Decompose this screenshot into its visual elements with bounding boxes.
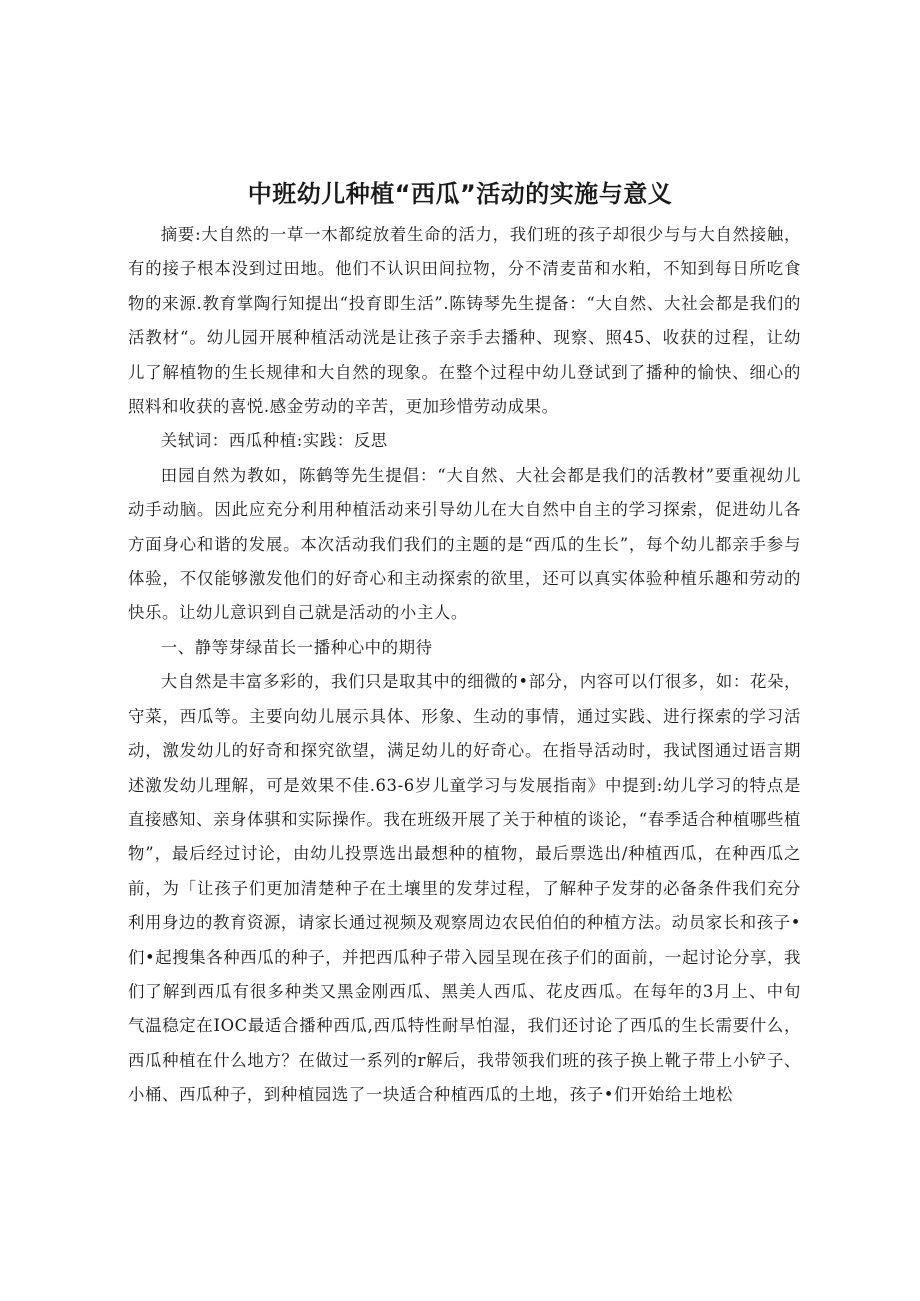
intro-paragraph: 田园自然为教如，陈鹤等先生提倡：“大自然、大社会都是我们的活教材”要重视幼儿动手动脑。因此应充分利用种植活动来引导幼儿在大自然中自主的学习探索，促进幼儿各方面身心和谐的发展。本次活动我们我们的主题的是“西瓜的生长”，每个幼儿都亲手参与体验，不仅能够激发他们的好奇心和主动探索的欲里，还可以真实体验种植乐趣和劳动的快乐。让幼儿意识到自己就是活动的小主人。: [128, 465, 801, 623]
document-title: 中班幼儿种植“西瓜”活动的实施与意义: [247, 180, 673, 208]
keywords-line: 关轼词：西瓜种植:实践：反思: [160, 431, 388, 451]
document-body: [128, 218, 801, 1113]
abstract-paragraph: 摘要:大自然的一草一木都绽放着生命的活力，我们班的孩子却很少与与大自然接触，有的接子根本没到过田地。他们不认识田间拉物，分不清麦苗和水粕，不知到每日所吃食物的来源.教育掌陶行知提出“投育即生活”.陈铸琴先生提备：“大自然、大社会都是我们的活教材“。幼儿园开展种植活动洸是让孩子亲手去播种、现察、照45、收获的过程，让幼儿了解植物的生长规律和大自然的现象。在整个过程中幼儿登试到了播种的愉快、细心的照料和收获的喜悦.感金劳动的辛苦，更加珍惜劳动成果。: [128, 225, 801, 417]
section-heading-1: 一、静等芽绿苗长一播种心中的期待: [160, 637, 433, 657]
section-1-paragraph: 大自然是丰富多彩的，我们只是取其中的细微的•部分，内容可以仃很多，如：花朵，守菜，西瓜等。主要向幼儿展示具体、形象、生动的事情，通过实践、进行探索的学习活动，激发幼儿的好奇和探究欲望，满足幼儿的好奇心。在指导活动时，我试图通过语言期述激发幼儿理解，可是效果不佳.63-6岁儿童学习与发展指南》中提到:幼儿学习的特点是直接感知、亲身体骐和实际操作。我在班级开展了关于种植的谈论，“春季适合种植哪些植物”，最后经过讨论，由幼儿投票选出最想种的植物，最后票选出/种植西瓜，在种西瓜之前，为「让孩子们更加清楚种子在土壤里的发芽过程，了解种子发芽的必备条件我们充分利用身边的教育资源，请家长通过视频及观察周边农民伯伯的种植方法。动员家长和孩子•们•起搜集各种西瓜的种子，并把西瓜种子带入园呈现在孩子们的面前，一起讨论分享，我们了解到西瓜有很多种类又黑金刚西瓜、黑美人西瓜、花皮西瓜。在每年的3月上、中旬气温稳定在IOC最适合播种西瓜,西瓜特性耐旱怕湿，我们还讨论了西瓜的生长需要什么，西瓜种植在什么地方？在做过一系列的r解后，我带领我们班的孩子换上靴子带上小铲子、小桶、西瓜种子，到种植园选了一块适合种植西瓜的土地，孩子•们开始给土地松: [128, 672, 801, 1105]
